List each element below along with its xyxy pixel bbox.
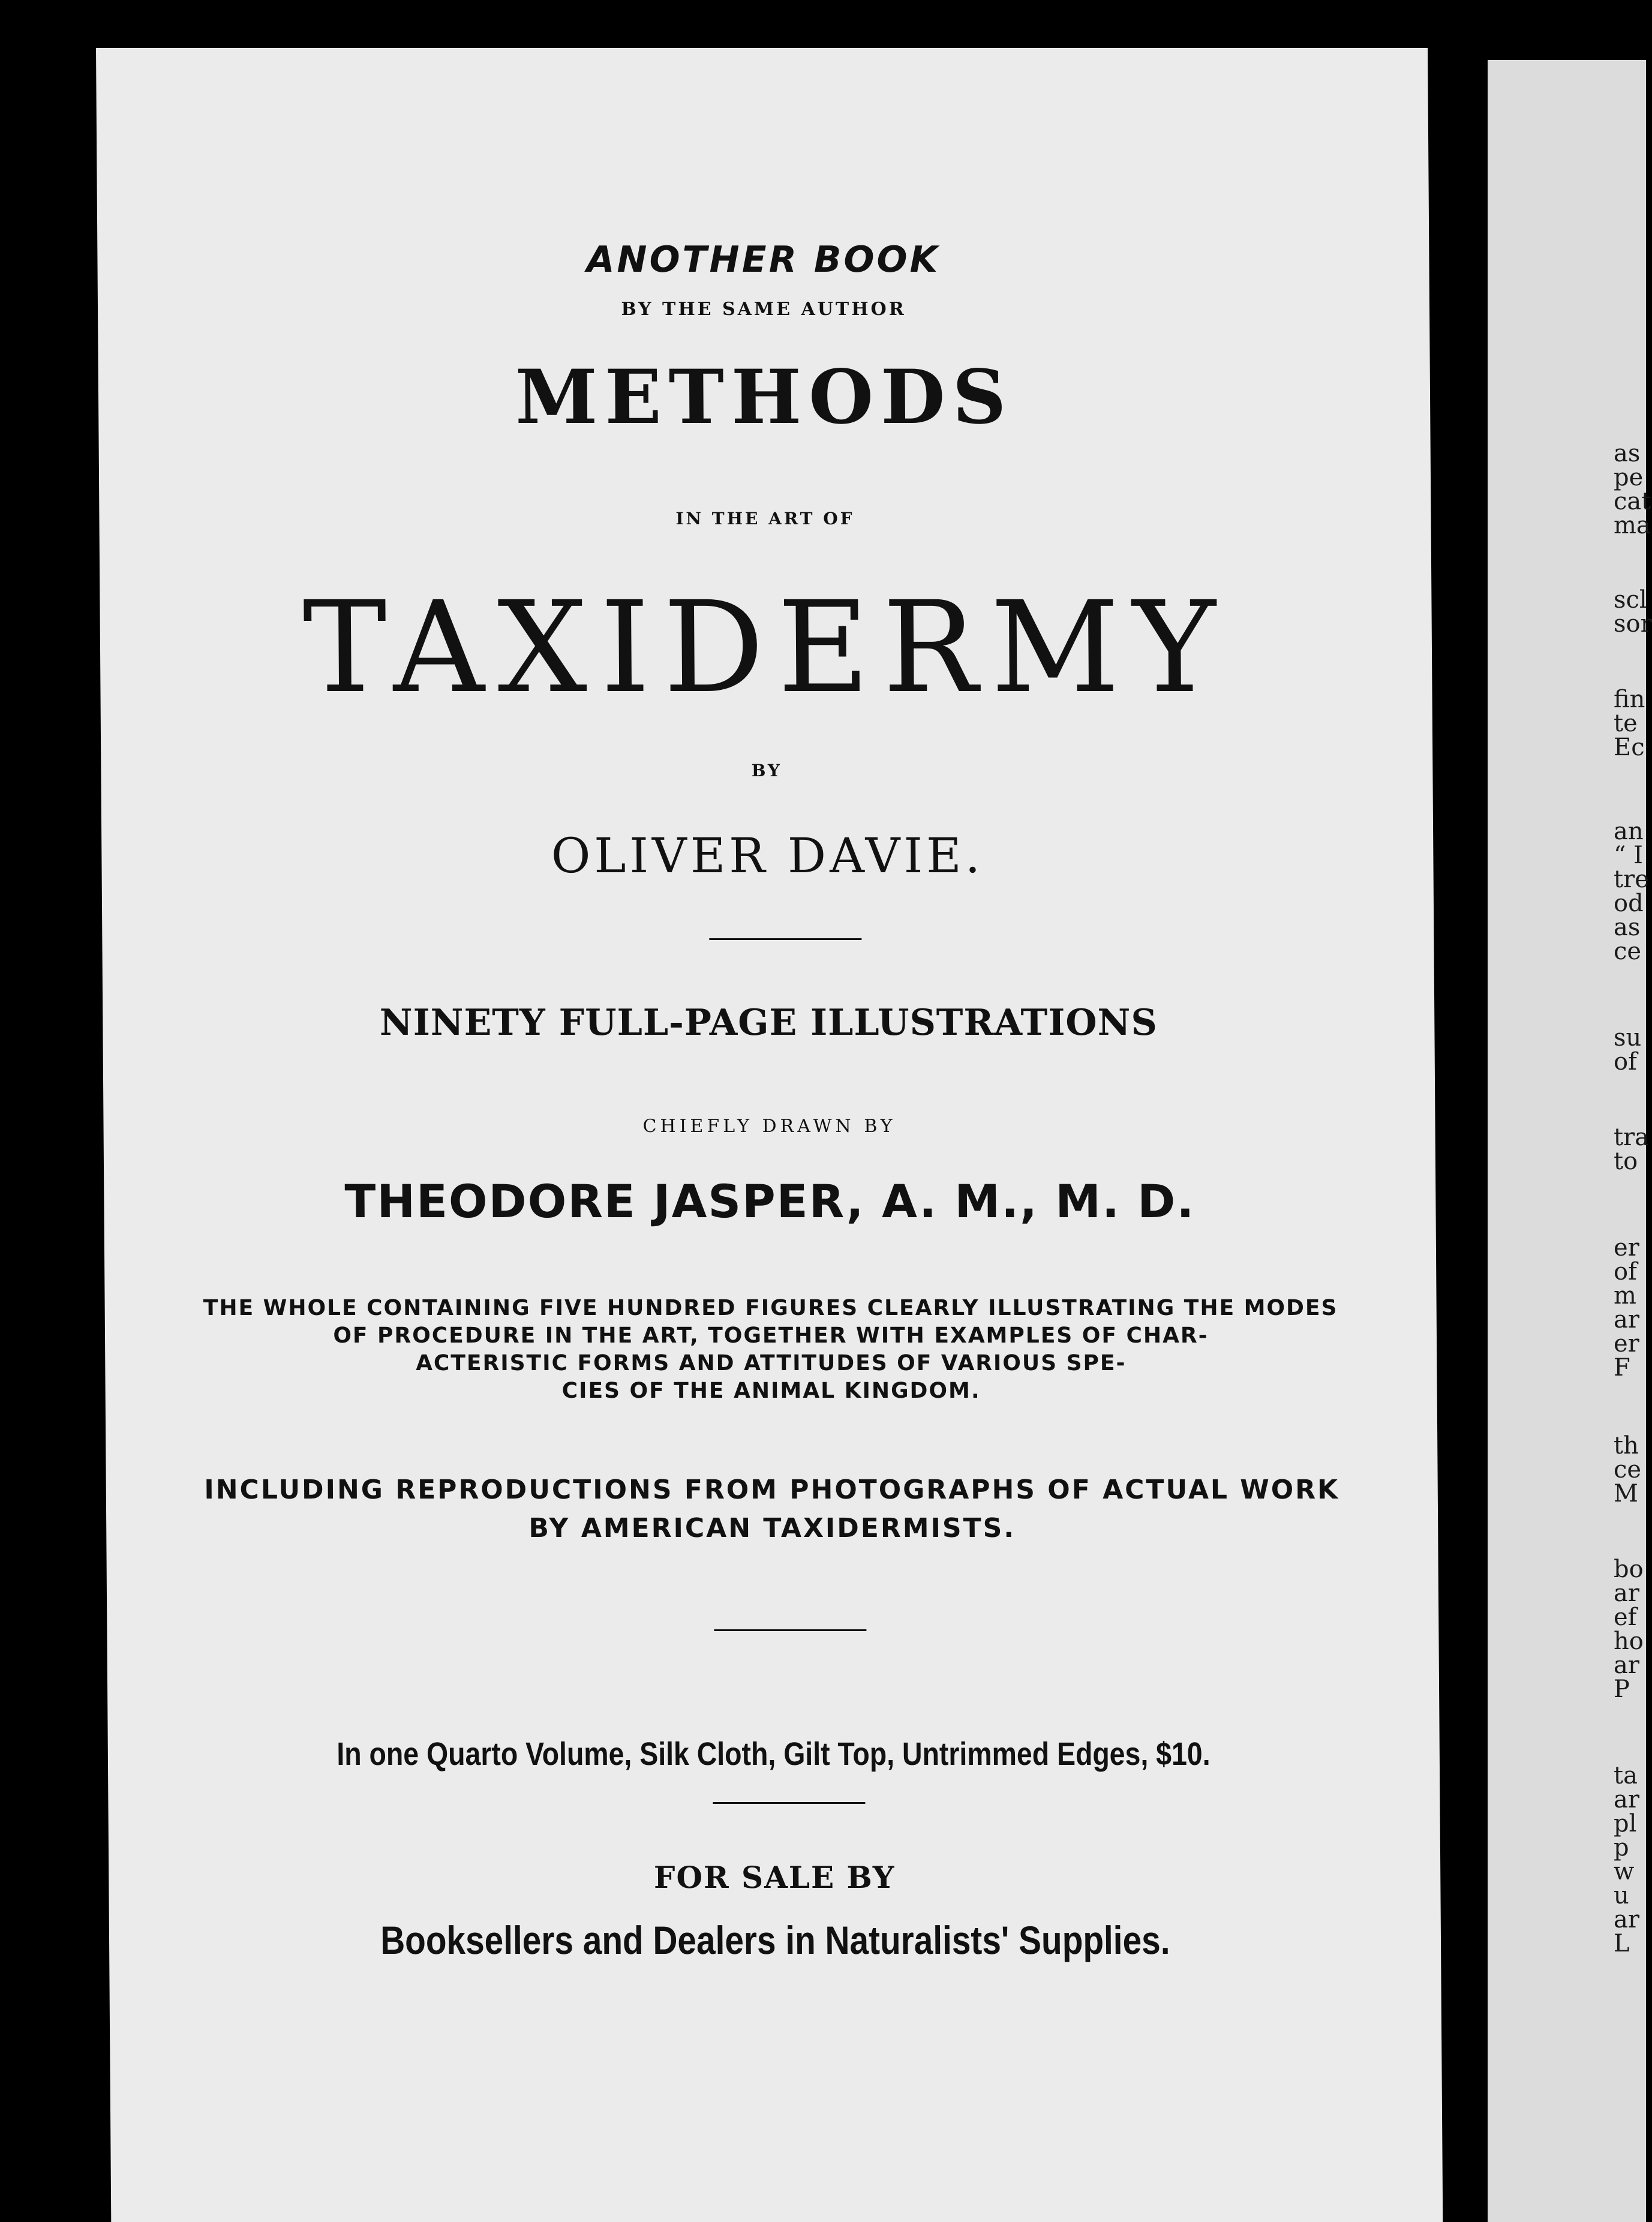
facing-page [1488, 60, 1652, 2222]
facing-text: w [1614, 1858, 1635, 1885]
facing-text: scl [1614, 586, 1647, 614]
facing-text: M [1614, 1480, 1638, 1508]
drawn-by-label: CHIEFLY DRAWN BY [642, 1116, 896, 1137]
edition-text: In one Quarto Volume, Silk Cloth, Gilt Top, Untrimmed Edges, $10. [337, 1736, 1211, 1772]
author-name: OLIVER DAVIE. [551, 828, 984, 884]
sellers-text: Booksellers and Dealers in Naturalists' Supplies. [380, 1918, 1170, 1962]
facing-text: p [1614, 1834, 1629, 1861]
facing-text: m [1614, 1282, 1636, 1310]
facing-text: as [1614, 440, 1641, 467]
title-methods: METHODS [515, 354, 1014, 441]
facing-text: ce [1614, 1456, 1642, 1484]
author-note: BY THE SAME AUTHOR [621, 299, 906, 320]
facing-text: ce [1614, 938, 1642, 965]
facing-text: te [1614, 710, 1638, 737]
illustrator-name: THEODORE JASPER, A. M., M. D. [344, 1175, 1196, 1228]
description-line: ACTERISTIC FORMS AND ATTITUDES OF VARIOUS SPE- [415, 1351, 1127, 1376]
facing-text: bo [1614, 1556, 1644, 1583]
for-sale-label: FOR SALE BY [653, 1860, 896, 1895]
facing-text: ar [1614, 1786, 1639, 1813]
divider [713, 1802, 865, 1804]
divider [709, 938, 861, 940]
including-line: BY AMERICAN TAXIDERMISTS. [528, 1513, 1016, 1544]
facing-text: Ec [1614, 734, 1645, 761]
facing-text: od [1614, 890, 1644, 917]
facing-text: cat [1614, 488, 1651, 515]
facing-text: ar [1614, 1306, 1639, 1334]
facing-text: ar [1614, 1652, 1639, 1679]
facing-text: ar [1614, 1906, 1639, 1933]
sellers-line [109, 1917, 1441, 1963]
including-line: INCLUDING REPRODUCTIONS FROM PHOTOGRAPHS OF ACTUAL WORK [204, 1475, 1340, 1505]
facing-text: “ I [1614, 842, 1643, 869]
facing-text: P [1614, 1675, 1630, 1703]
facing-text: to [1614, 1148, 1638, 1175]
title-page [96, 48, 1443, 2222]
facing-text: th [1614, 1432, 1639, 1460]
title-connector: IN THE ART OF [675, 509, 855, 529]
divider [714, 1629, 866, 1631]
facing-text: tre [1614, 866, 1649, 893]
facing-text: ho [1614, 1628, 1644, 1655]
facing-text: ef [1614, 1604, 1637, 1631]
facing-text: su [1614, 1024, 1642, 1052]
illustrations-heading: NINETY FULL-PAGE ILLUSTRATIONS [379, 1002, 1158, 1044]
facing-text: as [1614, 914, 1641, 941]
facing-text: er [1614, 1234, 1639, 1262]
facing-text: u [1614, 1882, 1629, 1909]
edition-line [108, 1735, 1440, 1773]
facing-text: of [1614, 1258, 1637, 1286]
facing-text: fin [1614, 686, 1645, 713]
facing-text: an [1614, 818, 1644, 845]
facing-text: F [1614, 1354, 1630, 1382]
description-line: OF PROCEDURE IN THE ART, TOGETHER WITH EXAMPLES OF CHAR- [333, 1323, 1209, 1348]
description-line: THE WHOLE CONTAINING FIVE HUNDRED FIGURES CLEARLY ILLUSTRATING THE MODES [203, 1296, 1338, 1320]
facing-text: L [1614, 1930, 1630, 1957]
eyebrow: ANOTHER BOOK [586, 239, 941, 281]
facing-text: sor [1614, 610, 1652, 638]
facing-text: pe [1614, 464, 1644, 491]
facing-text: of [1614, 1048, 1637, 1076]
facing-text: er [1614, 1330, 1639, 1358]
facing-text: tra [1614, 1124, 1650, 1151]
by-label: BY [751, 761, 783, 780]
title-main: TAXIDERMY [302, 574, 1230, 721]
facing-text: ma [1614, 512, 1651, 539]
facing-text: ta [1614, 1762, 1638, 1789]
facing-text: ar [1614, 1580, 1639, 1607]
facing-text: pl [1614, 1810, 1637, 1837]
description-line: CIES OF THE ANIMAL KINGDOM. [561, 1379, 981, 1403]
